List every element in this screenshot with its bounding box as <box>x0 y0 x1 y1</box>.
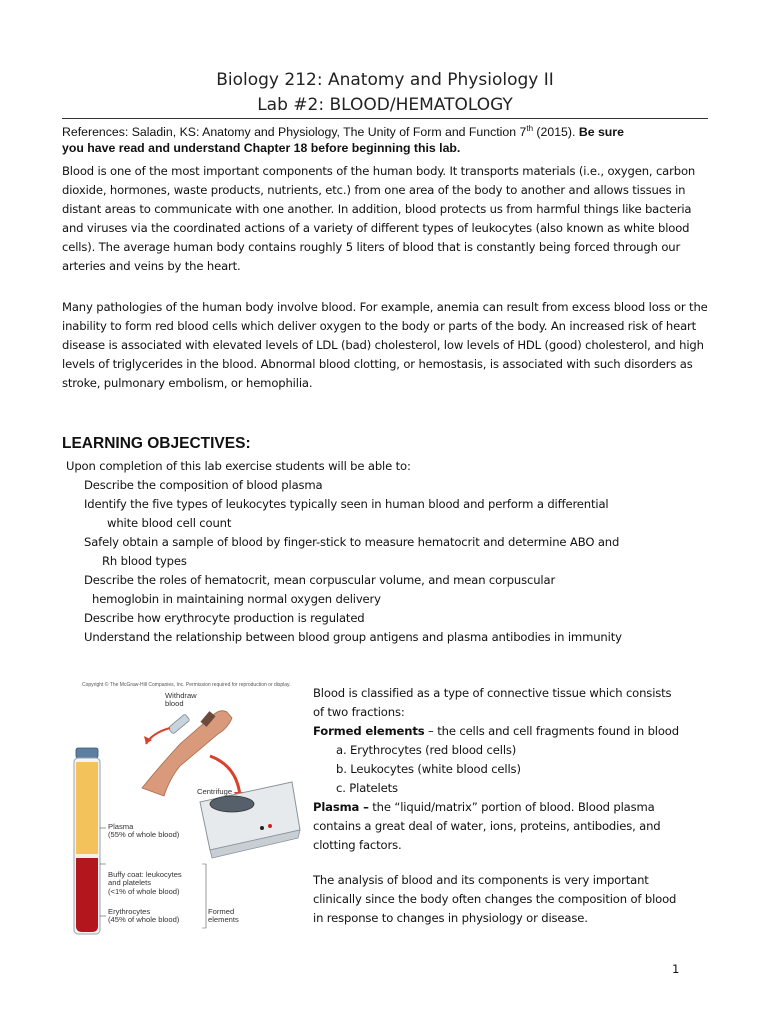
formed-element-item: a. Erythrocytes (red blood cells) <box>336 743 517 757</box>
objective-text: Understand the relationship between blood group antigens and plasma antibodies in immunity <box>84 630 622 644</box>
intro-paragraph-1: Blood is one of the most important components of the human body. It transports materials (i.e., oxygen, carbon dioxide, hormones, waste products, nutrients, etc.) from one area of the body to another and allows tissues in distant areas to communicate with one another. In addition, blood protects us from harmful things like bacteria and viruses via the coordinated actions of a variety of different types of leukocytes (also known as white blood cells). The average human body contains roughly 5 liters of blood that is constantly being forced through our arteries and veins by the heart. <box>62 164 696 273</box>
objective-item <box>84 495 704 533</box>
formed-elements-term: Formed elements <box>313 724 425 738</box>
objective-text: Identify the five types of leukocytes typically seen in human blood and perform a differential <box>84 497 609 511</box>
centrifuge-knob <box>260 826 264 830</box>
buffy-coat-layer <box>76 854 98 858</box>
withdraw-label: Withdraw blood <box>165 691 197 709</box>
learning-objectives-heading: LEARNING OBJECTIVES: <box>62 435 251 452</box>
objective-text: Safely obtain a sample of blood by finger-stick to measure hematocrit and determine ABO and <box>84 535 620 549</box>
classification-line: of two fractions: <box>313 705 405 719</box>
plasma-definition-line: contains a great deal of water, ions, proteins, antibodies, and <box>313 819 661 833</box>
edition-superscript: th <box>526 124 534 133</box>
paragraph-gap <box>313 855 713 871</box>
lab-title: Lab #2: BLOOD/HEMATOLOGY <box>257 95 513 115</box>
objective-item <box>84 628 704 647</box>
tube-cap <box>76 748 98 758</box>
syringe-shape <box>168 714 190 734</box>
centrifuge-label: Centrifuge <box>197 787 233 796</box>
objective-item <box>84 609 704 628</box>
formed-element-item: b. Leukocytes (white blood cells) <box>336 762 521 776</box>
references-year: (2015). <box>533 125 579 140</box>
objective-text: Describe the roles of hematocrit, mean corpuscular volume, and mean corpuscular <box>84 573 556 587</box>
plasma-term: Plasma – <box>313 800 369 814</box>
figure-copyright: Copyright © The McGraw-Hill Companies, Inc. Permission required for reproduction or display. <box>82 682 291 688</box>
erythrocytes-label: Erythrocytes (45% of whole blood) <box>108 907 180 925</box>
erythrocyte-layer <box>76 858 98 932</box>
arm-shape <box>142 711 232 796</box>
centrifuge-rotor <box>210 796 254 812</box>
formed-elements-bracket <box>202 864 206 928</box>
objective-text: Describe the composition of blood plasma <box>84 478 323 492</box>
title-divider <box>62 118 708 119</box>
classification-line: Blood is classified as a type of connective tissue which consists <box>313 686 672 700</box>
learning-objectives-intro: Upon completion of this lab exercise students will be able to: <box>66 459 411 473</box>
objective-text-continued: white blood cell count <box>107 516 232 530</box>
blood-classification-text <box>313 684 713 928</box>
formed-element-item: c. Platelets <box>336 781 398 795</box>
references-note-bold: Be sure <box>578 125 624 140</box>
objective-item <box>84 571 704 609</box>
analysis-line: The analysis of blood and its components is very important <box>313 873 649 887</box>
references-text: References: Saladin, KS: Anatomy and Physiology, The Unity of Form and Function 7 <box>62 125 527 140</box>
course-title: Biology 212: Anatomy and Physiology II <box>216 70 554 90</box>
plasma-definition: Plasma – the “liquid/matrix” portion of blood. Blood plasma <box>313 800 655 814</box>
analysis-line: in response to changes in physiology or disease. <box>313 911 588 925</box>
objective-text-continued: hemoglobin in maintaining normal oxygen delivery <box>92 592 381 606</box>
buffy-coat-label: Buffy coat: leukocytes and platelets (<1% of whole blood) <box>108 870 182 896</box>
intro-paragraph-2: Many pathologies of the human body involve blood. For example, anemia can result from excess blood loss or the inability to form red blood cells which deliver oxygen to the body or parts of the body. An increased risk of heart disease is associated with elevated levels of LDL (bad) cholesterol, low levels of HDL (good) cholesterol, and high levels of triglycerides in the blood. Abnormal blood clotting, or hemostasis, is associated with such disorders as stroke, pulmonary embolism, or hemophilia. <box>62 300 708 390</box>
analysis-line: clinically since the body often changes the composition of blood <box>313 892 677 906</box>
blood-fractionation-illustration <box>62 678 308 946</box>
plasma-layer <box>76 762 98 854</box>
objective-text: Describe how erythrocyte production is regulated <box>84 611 365 625</box>
formed-elements-definition: Formed elements – the cells and cell fragments found in blood <box>313 724 679 738</box>
page-number: 1 <box>672 962 680 976</box>
plasma-definition-line: clotting factors. <box>313 838 402 852</box>
objective-text-continued: Rh blood types <box>102 554 187 568</box>
blood-fractionation-figure <box>62 678 308 946</box>
objective-item <box>84 476 704 495</box>
centrifuge-light <box>268 824 272 828</box>
formed-elements-label: Formed elements <box>208 907 239 925</box>
plasma-label: Plasma (55% of whole blood) <box>108 822 180 840</box>
references <box>62 121 712 156</box>
references-note-bold-2: you have read and understand Chapter 18 before beginning this lab. <box>62 141 461 156</box>
learning-objectives-list <box>84 476 704 647</box>
objective-item <box>84 533 704 571</box>
